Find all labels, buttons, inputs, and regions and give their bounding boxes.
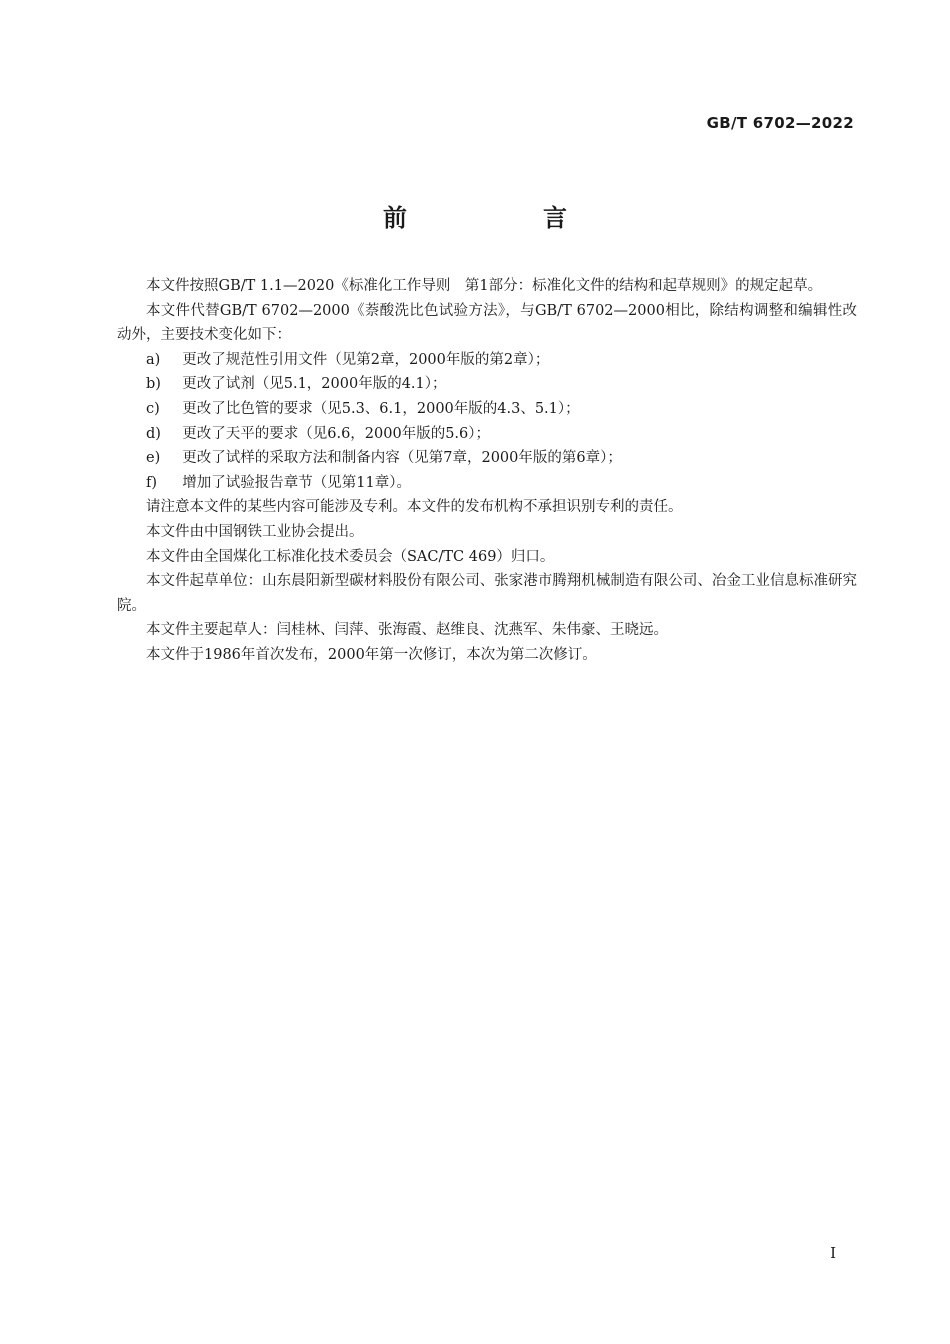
list-item-text: 更改了比色管的要求（见5.3、6.1，2000年版的4.3、5.1）； — [182, 400, 580, 417]
paragraph-replaces: 本文件代替GB/T 6702—2000《萘酸洗比色试验方法》，与GB/T 6702—2000相比，除结构调整和编辑性改动外，主要技术变化如下： — [117, 302, 857, 344]
list-item-label: d) — [146, 425, 161, 442]
list-item-text: 更改了试样的采取方法和制备内容（见第7章，2000年版的第6章）； — [182, 450, 622, 467]
paragraph-drafting-rules: 本文件按照GB/T 1.1—2020《标准化工作导则 第1部分：标准化文件的结构和起草规则》的规定起草。 — [146, 278, 823, 294]
standard-code: GB/T 6702—2022 — [706, 114, 854, 132]
paragraph-drafters: 本文件主要起草人：闫桂林、闫萍、张海霞、赵维良、沈燕军、朱伟豪、王晓远。 — [146, 622, 668, 639]
list-item-label: a) — [146, 351, 161, 368]
list-item — [117, 446, 857, 471]
list-item — [117, 471, 857, 496]
paragraph-proposer: 本文件由中国钢铁工业协会提出。 — [146, 523, 364, 540]
paragraph-drafting-units: 本文件起草单位：山东晨阳新型碳材料股份有限公司、张家港市腾翔机械制造有限公司、冶金工业信息标准研究院。 — [117, 573, 857, 614]
list-item-text: 增加了试验报告章节（见第11章）。 — [182, 474, 411, 491]
page-number: I — [830, 1244, 836, 1262]
list-item-label: c) — [146, 400, 160, 417]
list-item-label: b) — [146, 376, 161, 393]
list-item-text: 更改了试剂（见5.1，2000年版的4.1）； — [182, 376, 447, 393]
list-item — [117, 348, 857, 373]
paragraph-history: 本文件于1986年首次发布，2000年第一次修订，本次为第二次修订。 — [146, 646, 597, 663]
list-item-label: e) — [146, 450, 161, 467]
list-item-text: 更改了天平的要求（见6.6，2000年版的5.6）； — [182, 425, 491, 442]
foreword-body — [117, 274, 857, 668]
list-item-text: 更改了规范性引用文件（见第2章，2000年版的第2章）； — [182, 351, 550, 368]
list-item — [117, 372, 857, 397]
list-item — [117, 422, 857, 447]
page-title: 前 言 — [383, 204, 623, 232]
list-item — [117, 397, 857, 422]
paragraph-committee: 本文件由全国煤化工标准化技术委员会（SAC/TC 469）归口。 — [146, 548, 555, 565]
paragraph-patent-notice: 请注意本文件的某些内容可能涉及专利。本文件的发布机构不承担识别专利的责任。 — [146, 499, 683, 516]
list-item-label: f) — [146, 474, 158, 491]
